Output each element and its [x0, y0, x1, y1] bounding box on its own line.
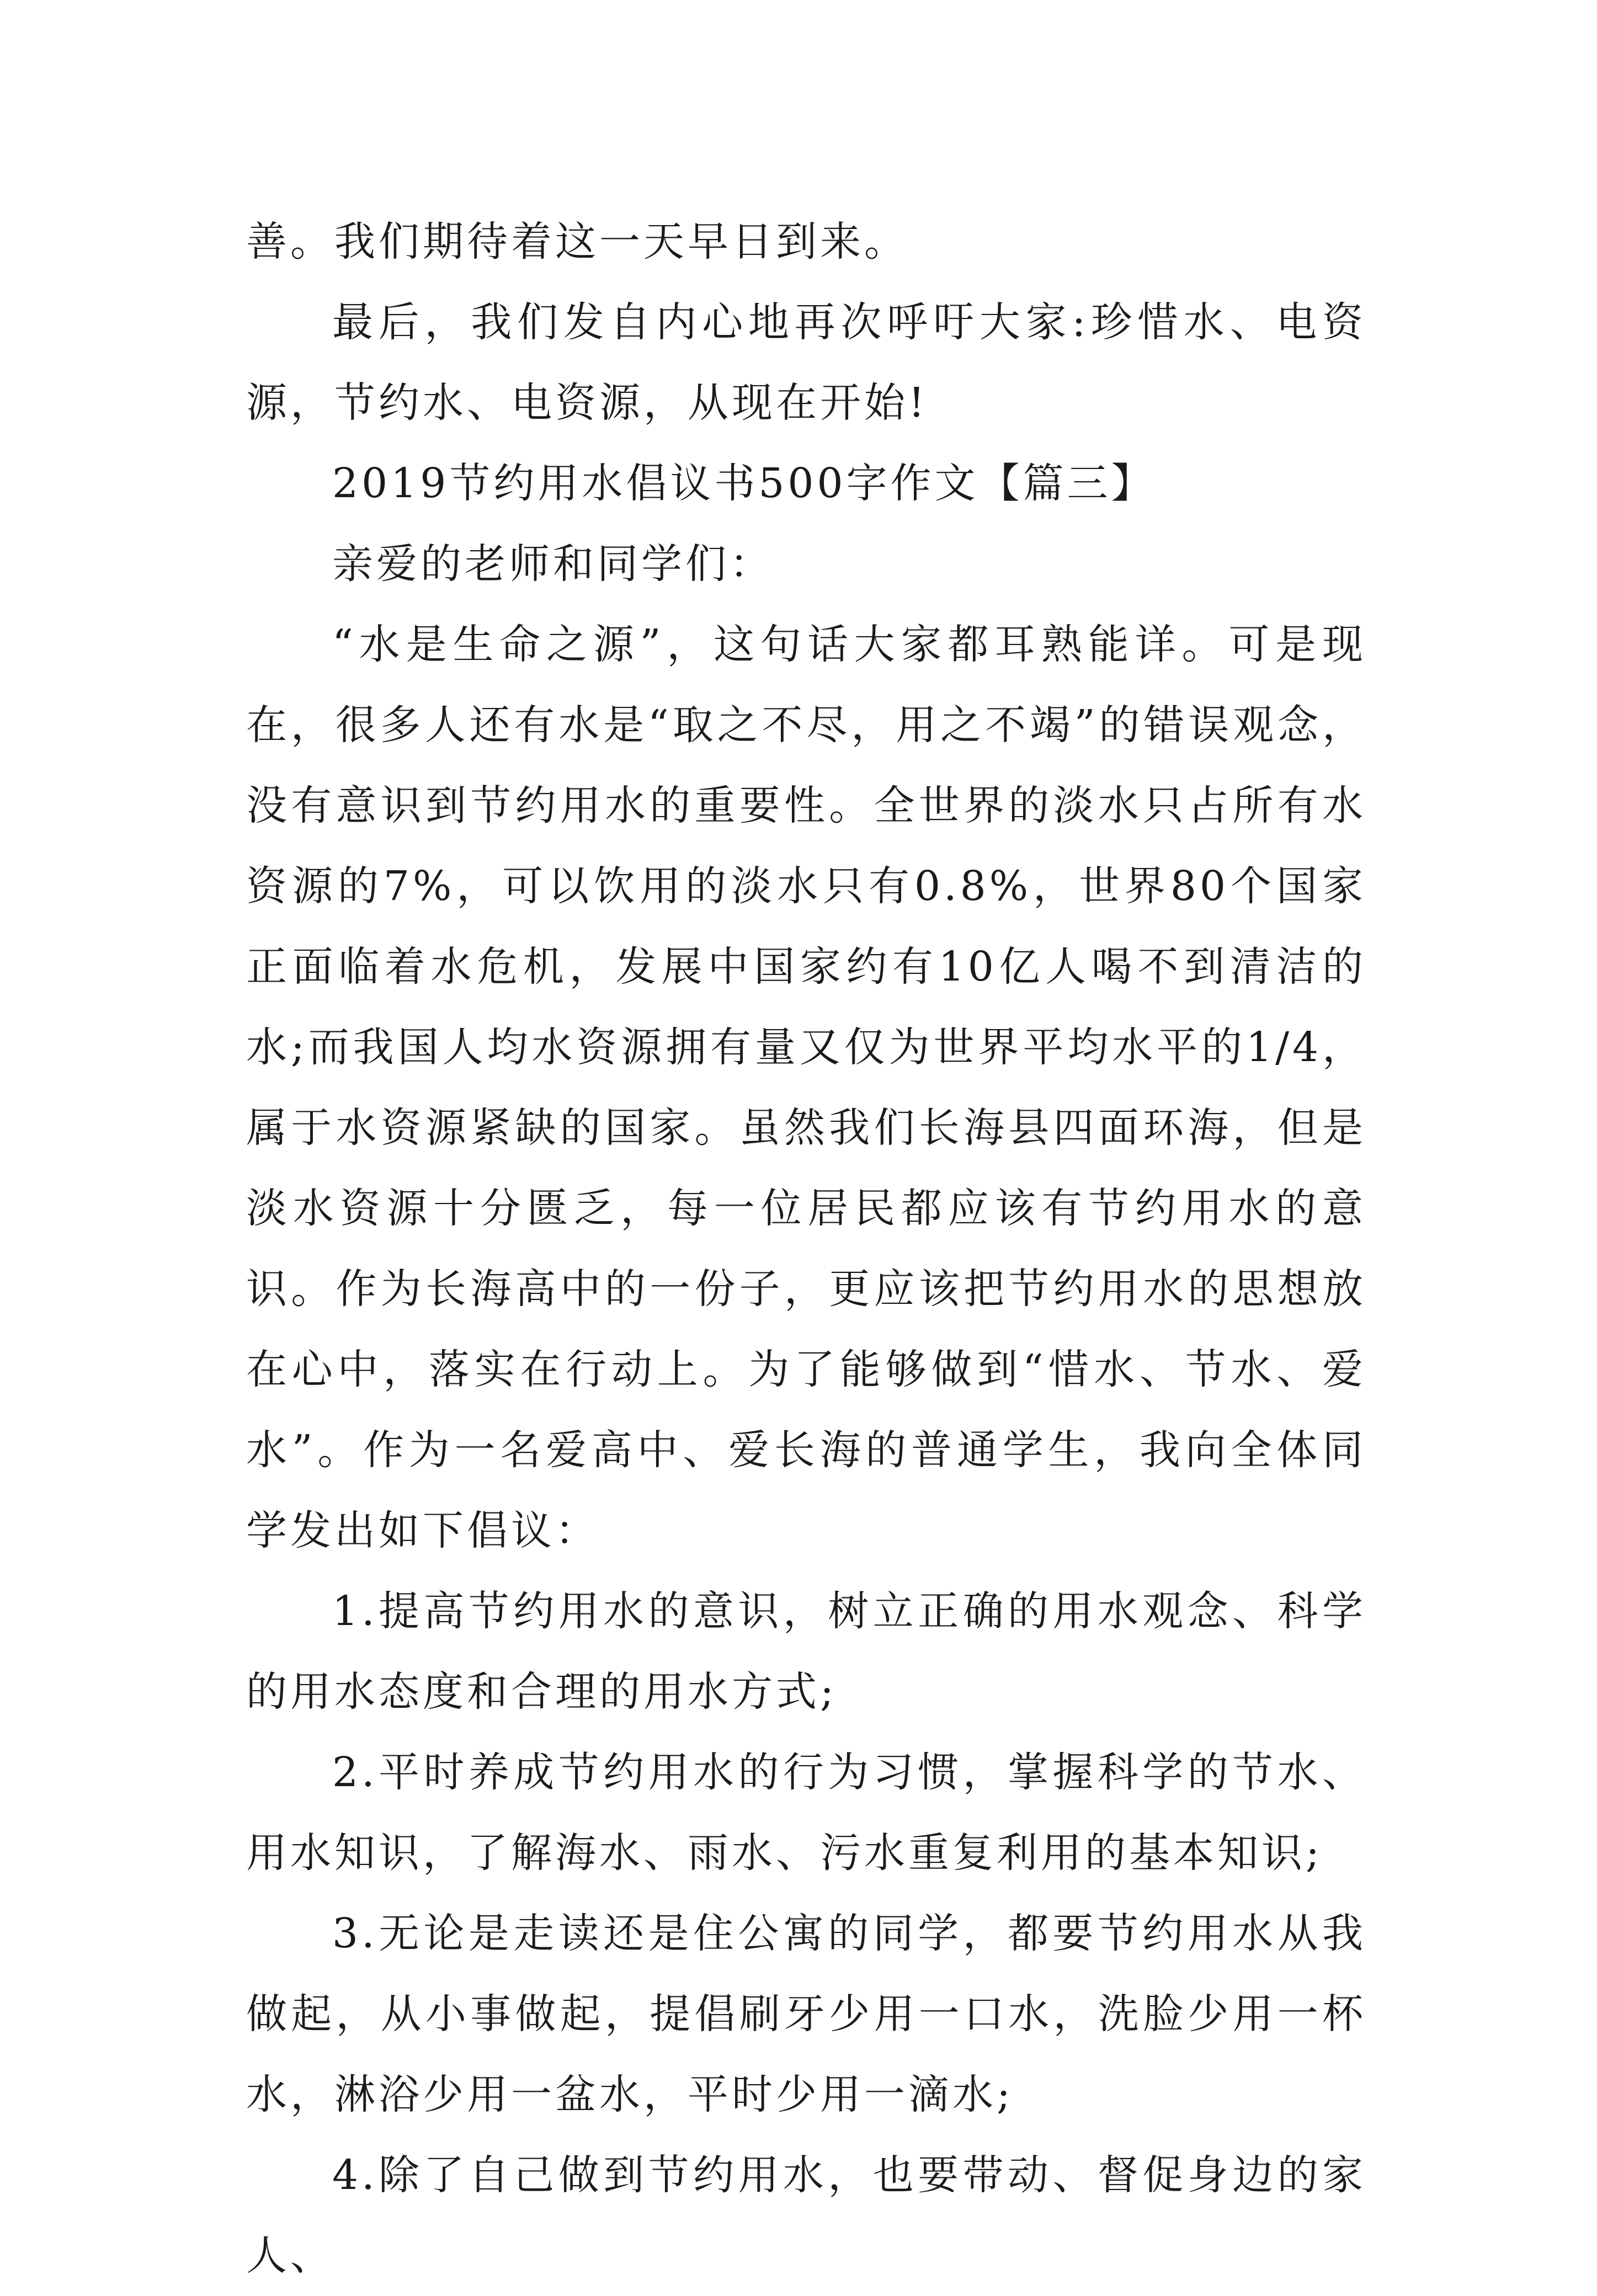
- document-body: [246, 201, 1366, 2296]
- list-item: 1.提高节约用水的意识，树立正确的用水观念、科学的用水态度和合理的用水方式;: [246, 1588, 1366, 1716]
- list-item: 3.无论是走读还是住公寓的同学，都要节约用水从我做起，从小事做起，提倡刷牙少用一口水，洗脸少用一杯水，淋浴少用一盆水，平时少用一滴水;: [246, 1910, 1366, 2118]
- paragraph: 善。我们期待着这一天早日到来。: [246, 218, 908, 265]
- paragraph: 最后，我们发自内心地再次呼吁大家:珍惜水、电资源，节约水、电资源，从现在开始!: [246, 299, 1366, 427]
- list-item: 4.除了自己做到节约用水，也要带动、督促身边的家人、: [246, 2151, 1366, 2279]
- salutation: 亲爱的老师和同学们：: [332, 540, 774, 588]
- section-heading: 2019节约用水倡议书500字作文【篇三】: [332, 460, 1156, 507]
- paragraph: “水是生命之源”，这句话大家都耳熟能详。可是现在，很多人还有水是“取之不尽，用之不竭”的错误观念，没有意识到节约用水的重要性。全世界的淡水只占所有水资源的7%，可以饮用的淡水只有0.8%，世界80个国家正面临着水危机，发展中国家约有10亿人喝不到清洁的水;而我国人均水资源拥有量又仅为世界平均水平的1/4，属于水资源紧缺的国家。虽然我们长海县四面环海，但是淡水资源十分匮乏，每一位居民都应该有节约用水的意识。作为长海高中的一份子，更应该把节约用水的思想放在心中，落实在行动上。为了能够做到“惜水、节水、爱水”。作为一名爱高中、爱长海的普通学生，我向全体同学发出如下倡议：: [246, 621, 1366, 1554]
- list-item: 2.平时养成节约用水的行为习惯，掌握科学的节水、用水知识，了解海水、雨水、污水重复利用的基本知识;: [246, 1749, 1366, 1877]
